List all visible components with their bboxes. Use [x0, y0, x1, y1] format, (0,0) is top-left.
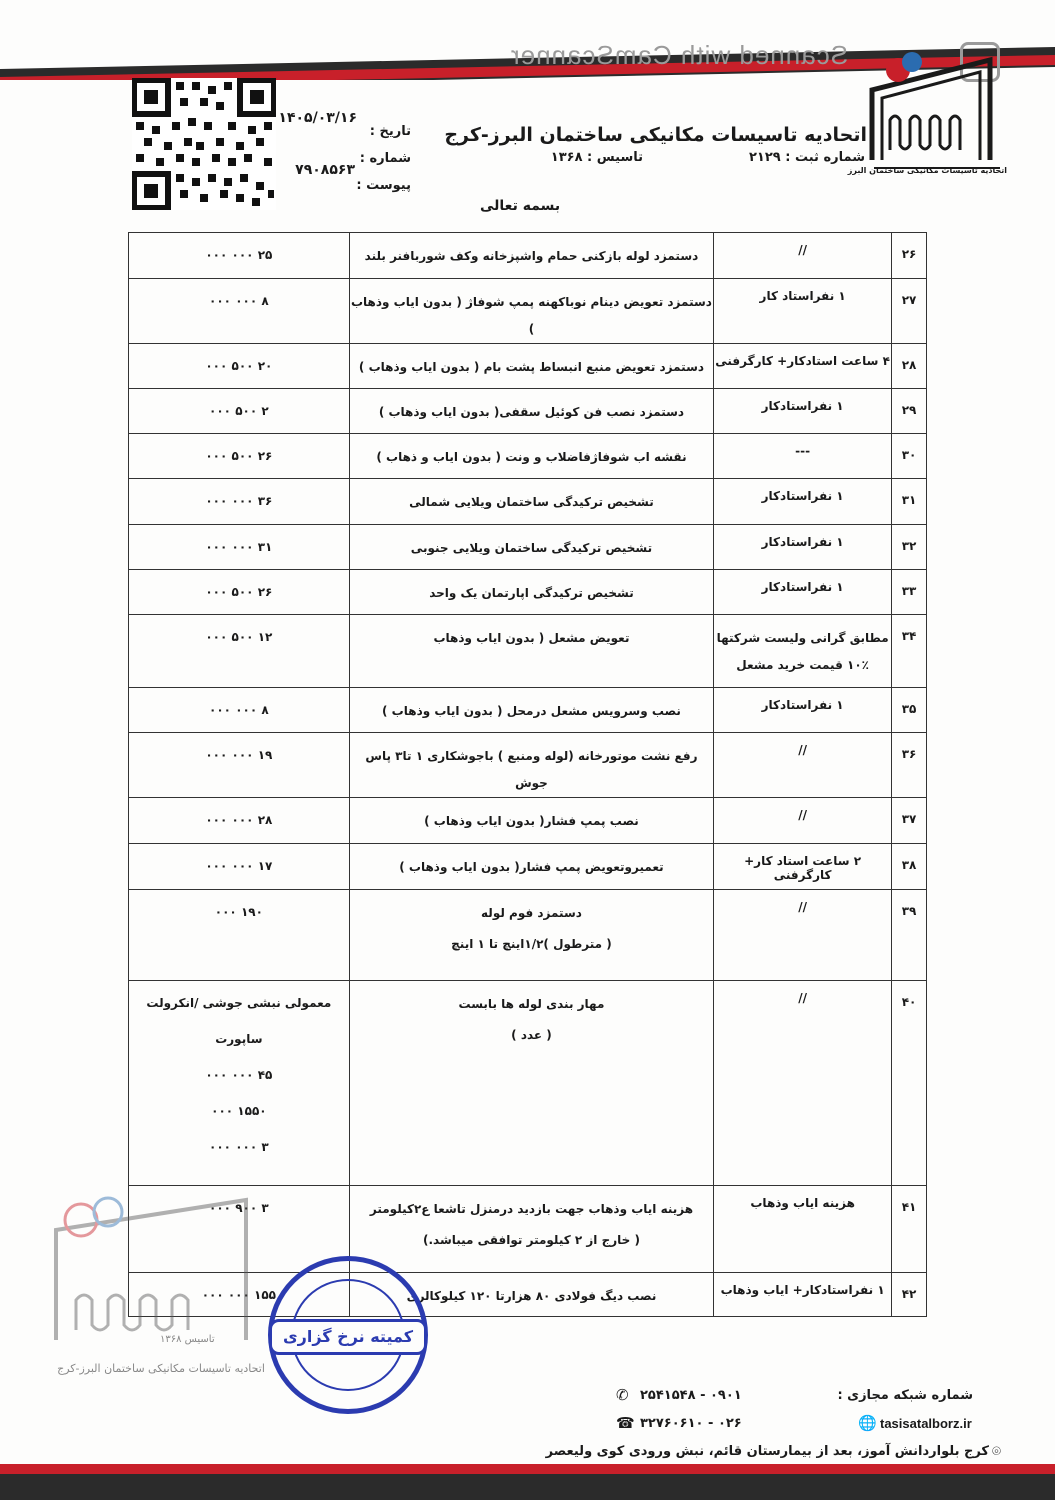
row-number: ۳۷	[892, 798, 927, 844]
description-line: دستمزد فوم لوله	[481, 906, 582, 920]
price-value: ۳۱ ۰۰۰ ۰۰۰	[205, 540, 273, 554]
row-price	[129, 688, 350, 733]
row-description	[349, 688, 714, 733]
price-value: ساپورت	[215, 1032, 263, 1046]
whatsapp-icon: ✆	[616, 1386, 629, 1404]
row-number: ۲۸	[892, 344, 927, 389]
website-link[interactable]: tasisatalborz.ir	[880, 1416, 972, 1431]
faded-logo-founded: تاسیس ۱۳۶۸	[160, 1334, 215, 1345]
table-row	[129, 798, 927, 844]
rate-committee-stamp	[268, 1256, 428, 1414]
price-value: ۱۹ ۰۰۰ ۰۰۰	[205, 748, 273, 762]
row-description	[349, 279, 714, 344]
row-price	[129, 798, 350, 844]
description-line: تشخیص ترکیدگی اپارتمان یک واحد	[429, 586, 634, 600]
price-value: ۸ ۰۰۰ ۰۰۰	[209, 703, 269, 717]
row-criterion: ۱ نفراستادکار	[714, 688, 892, 733]
row-number: ۴۲	[892, 1273, 927, 1317]
price-value: ۲۰ ۵۰۰ ۰۰۰	[205, 359, 273, 373]
row-price	[129, 479, 350, 525]
description-line: تشخیص ترکیدگی ساختمان ویلایی شمالی	[409, 495, 654, 509]
price-value: ۲۵ ۰۰۰ ۰۰۰	[205, 248, 273, 262]
phone-number[interactable]: ۰۲۶ - ۳۲۷۶۰۶۱۰	[640, 1416, 742, 1431]
date-value: ۱۴۰۵/۰۳/۱۶	[278, 110, 357, 126]
price-value: ۲۸ ۰۰۰ ۰۰۰	[205, 813, 273, 827]
table-row	[129, 844, 927, 890]
faded-logo-caption: اتحادیه تاسیسات مکانیکی ساختمان البرز-کرج	[57, 1362, 265, 1375]
price-value: معمولی نبشی جوشی /انکرولت	[146, 996, 332, 1010]
row-price	[129, 981, 350, 1186]
row-criterion: //	[714, 890, 892, 981]
scanner-watermark: Scanned with CamScanner	[510, 40, 849, 70]
table-row	[129, 389, 927, 434]
table-row	[129, 688, 927, 733]
mobile-number[interactable]: ۰۹۰۱ - ۲۵۴۱۵۴۸	[640, 1388, 742, 1403]
social-network-label: شماره شبکه مجازی :	[837, 1388, 973, 1403]
bismillah-heading: بسمه تعالی	[480, 198, 561, 214]
description-line: هزینه ایاب وذهاب جهت بازدید درمنزل تاشعا ع۲کیلومتر	[369, 1202, 694, 1216]
description-line: نصب وسرویس مشعل درمحل ( بدون ایاب وذهاب )	[382, 704, 681, 718]
row-criterion: ۱ نفراستادکار	[714, 479, 892, 525]
description-line: ( عدد )	[511, 1028, 552, 1042]
qr-code	[132, 78, 276, 210]
row-price	[129, 344, 350, 389]
row-criterion	[714, 615, 892, 688]
description-line: نقشه اب شوفاژفاضلاب و ونت ( بدون ایاب و ذهاب )	[376, 450, 687, 464]
price-value: ۱۵۵۰ ۰۰۰	[211, 1104, 267, 1118]
row-description	[349, 733, 714, 798]
union-logo-icon	[860, 40, 1010, 180]
phone-icon: ☎	[616, 1414, 635, 1432]
price-value: ۱۹۰ ۰۰۰	[214, 905, 263, 919]
row-description	[349, 844, 714, 890]
row-criterion: //	[714, 981, 892, 1186]
row-number: ۴۰	[892, 981, 927, 1186]
row-price	[129, 233, 350, 279]
table-row	[129, 279, 927, 344]
row-number: ۲۶	[892, 233, 927, 279]
price-value: ۸ ۰۰۰ ۰۰۰	[209, 294, 269, 308]
table-row	[129, 981, 927, 1186]
row-criterion: ۱ نفراستادکار	[714, 570, 892, 615]
row-number: ۲۹	[892, 389, 927, 434]
globe-icon: 🌐	[858, 1414, 877, 1432]
row-number: ۳۹	[892, 890, 927, 981]
row-number: ۳۱	[892, 479, 927, 525]
description-line: دستمزد لوله بازکنی حمام واشپزخانه وکف شوربافنر بلند	[364, 249, 699, 263]
row-description	[349, 344, 714, 389]
row-description	[349, 1186, 714, 1273]
row-description	[349, 615, 714, 688]
footer-band-dark	[0, 1474, 1055, 1500]
row-description	[349, 570, 714, 615]
row-criterion: //	[714, 798, 892, 844]
description-line: دستمزد تعویض منبع انبساط پشت بام ( بدون ایاب وذهاب )	[358, 360, 705, 374]
row-criterion: ۴ ساعت استادکار+ کارگرفنی	[714, 344, 892, 389]
description-line: دستمزد نصب فن کوئیل سقفی( بدون ایاب وذهاب )	[378, 405, 685, 419]
registration-number: شماره ثبت : ۲۱۲۹	[748, 150, 865, 165]
price-value: ۳ ۹۰۰ ۰۰۰	[209, 1201, 269, 1215]
price-value: ۲۶ ۵۰۰ ۰۰۰	[205, 585, 273, 599]
price-value: ۱۲ ۵۰۰ ۰۰۰	[205, 630, 273, 644]
row-description	[349, 525, 714, 570]
description-line: تعمیروتعویض پمپ فشار( بدون ایاب وذهاب )	[399, 860, 664, 874]
table-row	[129, 233, 927, 279]
row-description	[349, 981, 714, 1186]
row-number: ۴۱	[892, 1186, 927, 1273]
price-table-body	[129, 233, 927, 1317]
price-value: ۳۶ ۰۰۰ ۰۰۰	[205, 494, 273, 508]
row-criterion: ۱ نفراستاد کار	[714, 279, 892, 344]
description-line: تعویض مشعل ( بدون ایاب وذهاب	[433, 631, 630, 645]
row-number: ۲۷	[892, 279, 927, 344]
description-line: مهار بندی لوله ها بابست	[458, 997, 605, 1011]
row-price	[129, 434, 350, 479]
row-number: ۳۵	[892, 688, 927, 733]
date-label: تاریخ :	[369, 124, 411, 139]
price-value: ۲۶ ۵۰۰ ۰۰۰	[205, 449, 273, 463]
location-pin-icon: ⌾	[992, 1442, 1002, 1460]
row-price	[129, 733, 350, 798]
footer-band-red	[0, 1464, 1055, 1474]
table-row	[129, 733, 927, 798]
row-number: ۳۳	[892, 570, 927, 615]
table-row	[129, 434, 927, 479]
stamp-text: کمیته نرخ گزاری	[282, 1327, 414, 1346]
description-line: نصب پمپ فشار( بدون ایاب وذهاب )	[424, 814, 639, 828]
row-number: ۳۰	[892, 434, 927, 479]
founded-year: تاسیس : ۱۳۶۸	[550, 150, 643, 165]
row-criterion: //	[714, 233, 892, 279]
row-criterion: ۱ نفراستادکار	[714, 525, 892, 570]
description-line: تشخیص ترکیدگی ساختمان ویلایی جنوبی	[410, 541, 653, 555]
row-price	[129, 844, 350, 890]
row-criterion: ۱ نفراستادکار	[714, 389, 892, 434]
row-number: ۳۲	[892, 525, 927, 570]
price-value: ۳ ۰۰۰ ۰۰۰	[209, 1140, 269, 1154]
number-value: ۷۹۰۸۵۶۳	[295, 162, 355, 178]
description-line: ( مترطول )۱/۲اینچ تا ۱ اینچ	[451, 937, 612, 951]
table-row	[129, 479, 927, 525]
table-row	[129, 344, 927, 389]
row-price	[129, 615, 350, 688]
row-criterion: //	[714, 733, 892, 798]
table-row	[129, 570, 927, 615]
row-price	[129, 279, 350, 344]
row-criterion: ---	[714, 434, 892, 479]
row-description	[349, 434, 714, 479]
row-number: ۳۴	[892, 615, 927, 688]
price-value: ۱۷ ۰۰۰ ۰۰۰	[205, 859, 273, 873]
row-description	[349, 890, 714, 981]
table-row	[129, 525, 927, 570]
faded-union-logo	[36, 1190, 276, 1390]
row-description	[349, 389, 714, 434]
row-criterion: هزینه ایاب وذهاب	[714, 1186, 892, 1273]
row-price	[129, 890, 350, 981]
description-line: نصب دیگ فولادی ۸۰ هزارتا ۱۲۰ کیلوکالری	[406, 1289, 657, 1303]
criterion-line: ۱۰٪ قیمت خرید مشعل	[736, 658, 869, 672]
criterion-line: مطابق گرانی ولیست شرکتها	[716, 631, 889, 645]
attachment-label: پیوست :	[356, 178, 411, 193]
organization-subtitle: اتحادیه تاسیسات مکانیکی ساختمان البرز	[847, 166, 1007, 175]
price-value: ۲ ۵۰۰ ۰۰۰	[209, 404, 269, 418]
price-table	[128, 232, 927, 1317]
description-line: دستمزد تعویض دینام نوباکهنه پمپ شوفاژ ( بدون ایاب وذهاب )	[350, 295, 712, 336]
row-description	[349, 233, 714, 279]
table-row	[129, 615, 927, 688]
row-price	[129, 525, 350, 570]
organization-title: اتحادیه تاسیسات مکانیکی ساختمان البرز-کرج	[444, 124, 867, 146]
description-line: ( خارج از ۲ کیلومتر توافقی میباشد.)	[422, 1233, 640, 1247]
row-number: ۳۶	[892, 733, 927, 798]
row-price	[129, 389, 350, 434]
row-description	[349, 798, 714, 844]
union-logo	[860, 40, 1010, 180]
description-line: رفع نشت موتورخانه (لوله ومنبع ) باجوشکاری ۱ تا۳ پاس جوش	[365, 749, 698, 790]
row-criterion: ۲ ساعت استاد کار+ کارگرفنی	[714, 844, 892, 890]
table-row	[129, 890, 927, 981]
number-label: شماره :	[359, 151, 411, 166]
row-price	[129, 570, 350, 615]
row-criterion: ۱ نفراستادکار+ ایاب وذهاب	[714, 1273, 892, 1317]
price-value: ۴۵ ۰۰۰ ۰۰۰	[205, 1068, 273, 1082]
price-value: ۱۵۵ ۰۰۰ ۰۰۰	[201, 1288, 277, 1302]
row-number: ۳۸	[892, 844, 927, 890]
address-text: کرج بلواردانش آموز، بعد از بیمارستان قائم، نبش ورودی کوی ولیعصر	[545, 1444, 989, 1459]
row-description	[349, 479, 714, 525]
